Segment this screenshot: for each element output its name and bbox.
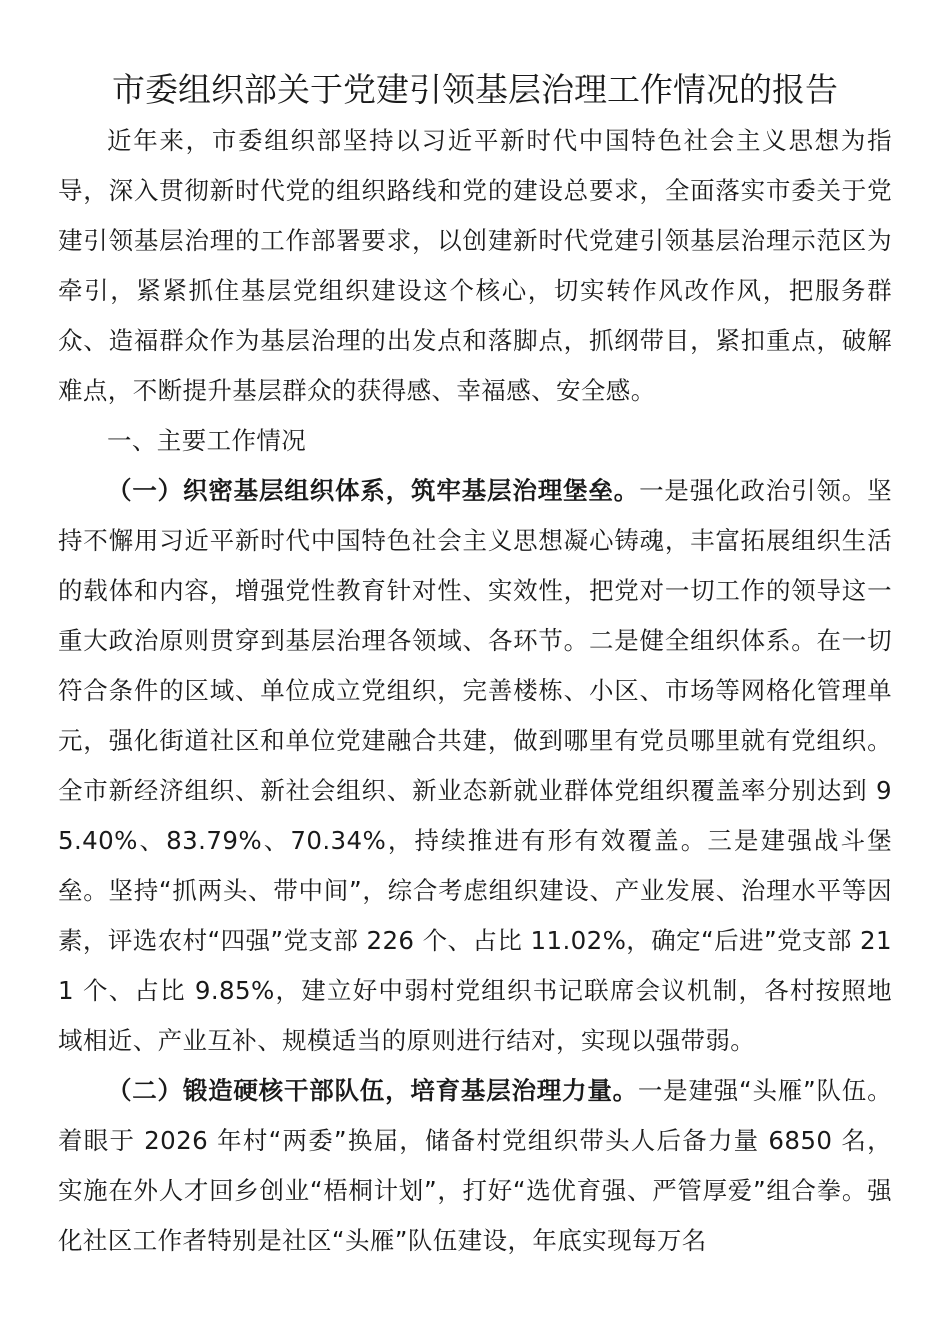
item-one-lead: （一）织密基层组织体系，筑牢基层治理堡垒。 bbox=[107, 476, 640, 505]
item-one-paragraph bbox=[58, 466, 892, 1066]
document-title: 市委组织部关于党建引领基层治理工作情况的报告 bbox=[112, 70, 838, 109]
item-two-body: 一是建强“头雁”队伍。着眼于 2026 年村“两委”换届，储备村党组织带头人后备力量 6850 名，实施在外人才回乡创业“梧桐计划”，打好“选优育强、严管厚爱”组合拳。强化社区工作者特别是社区“头雁”队伍建设，年底实现每万名 bbox=[58, 1076, 892, 1255]
item-one-body: 一是强化政治引领。坚持不懈用习近平新时代中国特色社会主义思想凝心铸魂，丰富拓展组织生活的载体和内容，增强党性教育针对性、实效性，把党对一切工作的领导这一重大政治原则贯穿到基层治理各领域、各环节。二是健全组织体系。在一切符合条件的区域、单位成立党组织，完善楼栋、小区、市场等网格化管理单元，强化街道社区和单位党建融合共建，做到哪里有党员哪里就有党组织。全市新经济组织、新社会组织、新业态新就业群体党组织覆盖率分别达到 95.40%、83.79%、70.34%，持续推进有形有效覆盖。三是建强战斗堡垒。坚持“抓两头、带中间”，综合考虑组织建设、产业发展、治理水平等因素，评选农村“四强”党支部 226 个、占比 11.02%，确定“后进”党支部 211 个、占比 9.85%，建立好中弱村党组织书记联席会议机制，各村按照地域相近、产业互补、规模适当的原则进行结对，实现以强带弱。 bbox=[58, 476, 893, 1055]
section-heading: 一、主要工作情况 bbox=[107, 426, 307, 455]
item-two-lead: （二）锻造硬核干部队伍，培育基层治理力量。 bbox=[107, 1076, 638, 1105]
item-two-paragraph bbox=[58, 1066, 892, 1266]
intro-paragraph: 近年来，市委组织部坚持以习近平新时代中国特色社会主义思想为指导，深入贯彻新时代党的组织路线和党的建设总要求，全面落实市委关于党建引领基层治理的工作部署要求，以创建新时代党建引领基层治理示范区为牵引，紧紧抓住基层党组织建设这个核心，切实转作风改作风，把服务群众、造福群众作为基层治理的出发点和落脚点，抓纲带目，紧扣重点，破解难点，不断提升基层群众的获得感、幸福感、安全感。 bbox=[58, 126, 892, 405]
